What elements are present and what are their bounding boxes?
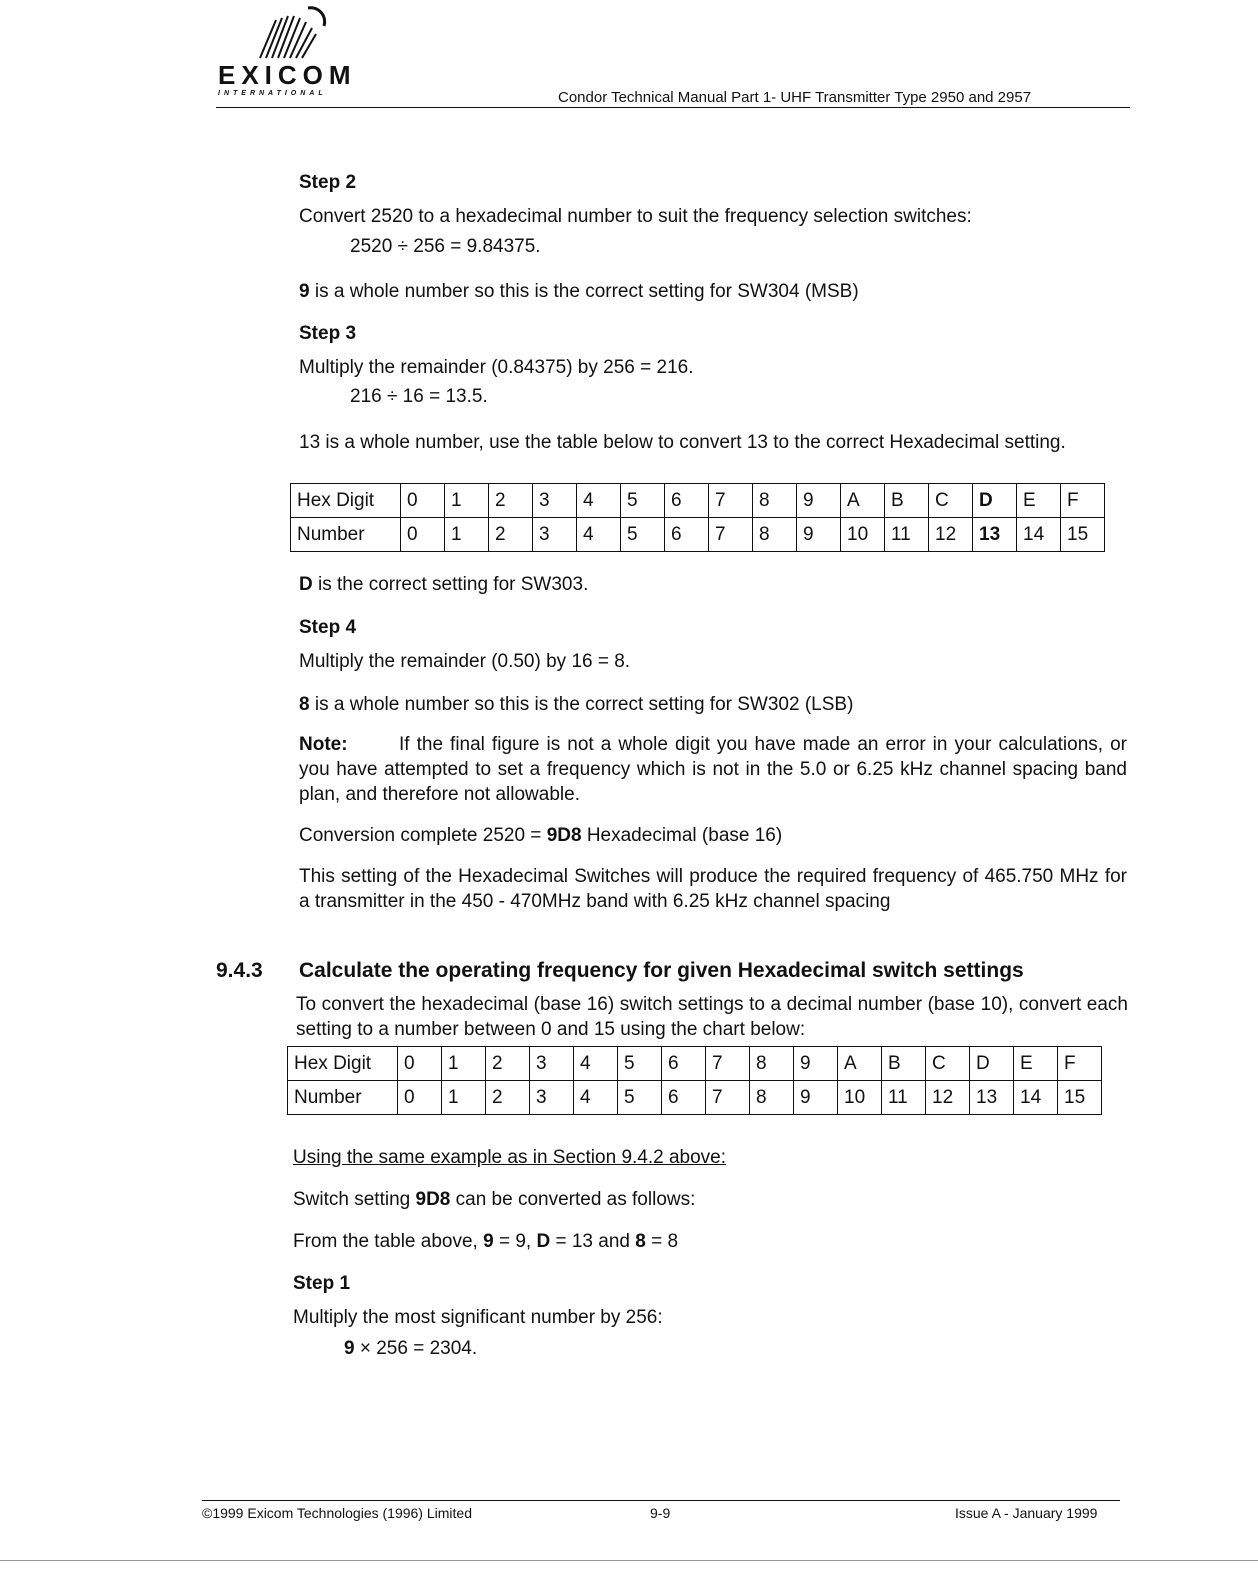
sw303-result	[299, 572, 588, 597]
table-cell-highlight: 13	[973, 518, 1017, 552]
table-cell: 3	[533, 484, 577, 518]
table-cell: 7	[709, 484, 753, 518]
step3-calc: 216 ÷ 16 = 13.5.	[350, 386, 488, 407]
from-table-pre: From the table above,	[293, 1231, 484, 1252]
section-intro: To convert the hexadecimal (base 16) switch settings to a decimal number (base 10), convert each setting to a number between 0 and 15 using the chart below:	[296, 994, 1128, 1040]
table-cell: 9	[794, 1081, 838, 1115]
footer-copyright: ©1999 Exicom Technologies (1996) Limited	[202, 1505, 472, 1521]
table-cell: 10	[838, 1081, 882, 1115]
step2-heading: Step 2	[299, 172, 357, 193]
step3-line1: Multiply the remainder (0.84375) by 256 = 216.	[299, 357, 694, 378]
step1-line1: Multiply the most significant number by 256:	[293, 1307, 663, 1328]
table-cell: D	[970, 1047, 1014, 1081]
table-cell: 4	[574, 1047, 618, 1081]
table-cell: 1	[442, 1047, 486, 1081]
section-number: 9.4.3	[216, 959, 263, 982]
step4-result	[299, 692, 853, 717]
exicom-logo-icon	[212, 0, 352, 64]
table-cell: B	[885, 484, 929, 518]
table-cell: 6	[665, 518, 709, 552]
footer-issue: Issue A - January 1999	[955, 1505, 1098, 1521]
table-row-label: Number	[288, 1081, 398, 1115]
note-paragraph	[299, 732, 1127, 807]
table-cell: 0	[398, 1081, 442, 1115]
footer-divider	[202, 1500, 1120, 1501]
company-subtitle: INTERNATIONAL	[218, 90, 327, 97]
table-cell: 2	[486, 1081, 530, 1115]
step4-heading: Step 4	[299, 617, 357, 638]
table-row-label: Hex Digit	[288, 1047, 398, 1081]
step2-line1: Convert 2520 to a hexadecimal number to suit the frequency selection switches:	[299, 206, 972, 227]
from-table-digit-8: 8	[635, 1231, 646, 1252]
table-cell: 14	[1014, 1081, 1058, 1115]
section-title: Calculate the operating frequency for given Hexadecimal switch settings	[299, 959, 1024, 982]
table-cell: 2	[486, 1047, 530, 1081]
example-reference: Using the same example as in Section 9.4.2 above:	[293, 1147, 727, 1168]
switch-setting-value: 9D8	[415, 1189, 451, 1210]
table-cell: 12	[929, 518, 973, 552]
table-cell: F	[1058, 1047, 1102, 1081]
step1-heading: Step 1	[293, 1273, 351, 1294]
table-cell: 8	[750, 1047, 794, 1081]
table-cell: 4	[577, 518, 621, 552]
table-cell: 5	[618, 1081, 662, 1115]
hex-conversion-table-2	[287, 1046, 1102, 1115]
step1-calc-digit: 9	[344, 1338, 355, 1359]
table-cell: 8	[753, 518, 797, 552]
table-cell: 3	[530, 1047, 574, 1081]
step4-line1: Multiply the remainder (0.50) by 16 = 8.	[299, 651, 631, 672]
table-cell: 14	[1017, 518, 1061, 552]
step3-line2: 13 is a whole number, use the table below to convert 13 to the correct Hexadecimal setting.	[299, 432, 1066, 453]
table-cell: 9	[797, 484, 841, 518]
table-cell: 11	[882, 1081, 926, 1115]
table-cell: 13	[970, 1081, 1014, 1115]
conversion-pre: Conversion complete 2520 =	[299, 825, 547, 846]
table-row	[291, 518, 1105, 552]
table-cell: 5	[621, 518, 665, 552]
note-label: Note:	[299, 734, 348, 755]
table-cell: A	[838, 1047, 882, 1081]
table-cell: 7	[706, 1047, 750, 1081]
table-cell: 1	[445, 484, 489, 518]
table-row-label: Number	[291, 518, 401, 552]
step4-result-digit: 8	[299, 694, 310, 715]
footer-page-number: 9-9	[650, 1505, 671, 1521]
step4-result-text: is a whole number so this is the correct setting for SW302 (LSB)	[309, 694, 854, 715]
setting-paragraph: This setting of the Hexadecimal Switches will produce the required frequency of 465.750 MHz for a transmitter in the 450 - 470MHz band with 6.25 kHz channel spacing	[299, 866, 1127, 912]
table-row-label: Hex Digit	[291, 484, 401, 518]
table-cell: 15	[1058, 1081, 1102, 1115]
table-cell: 9	[794, 1047, 838, 1081]
step3-heading: Step 3	[299, 323, 357, 344]
company-name: EXICOM	[218, 60, 357, 90]
table-row	[288, 1047, 1102, 1081]
switch-setting-pre: Switch setting	[293, 1189, 416, 1210]
table-cell: A	[841, 484, 885, 518]
from-table-line	[293, 1229, 678, 1254]
from-table-digit-9: 9	[483, 1231, 494, 1252]
table-cell: 9	[797, 518, 841, 552]
table-cell: 4	[577, 484, 621, 518]
table-cell: F	[1061, 484, 1105, 518]
from-table-digit-d: D	[536, 1231, 551, 1252]
conversion-value: 9D8	[546, 825, 582, 846]
table-cell: 8	[753, 484, 797, 518]
step2-calc: 2520 ÷ 256 = 9.84375.	[350, 236, 541, 257]
table-cell: E	[1014, 1047, 1058, 1081]
table-cell: 7	[709, 518, 753, 552]
from-table-mid-1: = 9,	[493, 1231, 537, 1252]
step2-result	[299, 279, 859, 304]
table-cell: 0	[401, 518, 445, 552]
switch-setting-line	[293, 1187, 695, 1212]
table-cell: 6	[662, 1047, 706, 1081]
from-table-mid-3: = 8	[645, 1231, 679, 1252]
note-text: If the final figure is not a whole digit you have made an error in your calculations, or you have attempted to set a frequency which is not in the 5.0 or 6.25 kHz channel spacing band plan, and therefore not allowable.	[299, 734, 1127, 805]
table-cell: 7	[706, 1081, 750, 1115]
table-cell: 6	[665, 484, 709, 518]
step1-calc-text: × 256 = 2304.	[354, 1338, 478, 1359]
sw303-text: is the correct setting for SW303.	[312, 574, 589, 595]
from-table-mid-2: = 13 and	[550, 1231, 636, 1252]
switch-setting-post: can be converted as follows:	[450, 1189, 696, 1210]
step1-calc	[344, 1336, 477, 1361]
table-cell: 5	[618, 1047, 662, 1081]
table-cell-highlight: D	[973, 484, 1017, 518]
table-cell: 1	[442, 1081, 486, 1115]
conversion-complete	[299, 823, 782, 848]
table-cell: 11	[885, 518, 929, 552]
table-cell: 4	[574, 1081, 618, 1115]
conversion-post: Hexadecimal (base 16)	[581, 825, 783, 846]
table-cell: 8	[750, 1081, 794, 1115]
table-cell: 1	[445, 518, 489, 552]
table-cell: 2	[489, 518, 533, 552]
table-cell: 12	[926, 1081, 970, 1115]
step2-result-text: is a whole number so this is the correct setting for SW304 (MSB)	[309, 281, 859, 302]
table-cell: C	[929, 484, 973, 518]
page-bottom-edge	[0, 1560, 1258, 1561]
hex-conversion-table-1	[290, 483, 1105, 552]
table-cell: 2	[489, 484, 533, 518]
table-row	[288, 1081, 1102, 1115]
table-cell: 3	[533, 518, 577, 552]
sw303-digit: D	[299, 574, 313, 595]
table-cell: 10	[841, 518, 885, 552]
table-cell: B	[882, 1047, 926, 1081]
header-divider	[216, 107, 1130, 108]
table-row	[291, 484, 1105, 518]
table-cell: C	[926, 1047, 970, 1081]
table-cell: 15	[1061, 518, 1105, 552]
table-cell: 0	[401, 484, 445, 518]
table-cell: E	[1017, 484, 1061, 518]
table-cell: 3	[530, 1081, 574, 1115]
header-title: Condor Technical Manual Part 1- UHF Transmitter Type 2950 and 2957	[558, 89, 1032, 106]
step2-result-digit: 9	[299, 281, 310, 302]
table-cell: 6	[662, 1081, 706, 1115]
table-cell: 0	[398, 1047, 442, 1081]
table-cell: 5	[621, 484, 665, 518]
